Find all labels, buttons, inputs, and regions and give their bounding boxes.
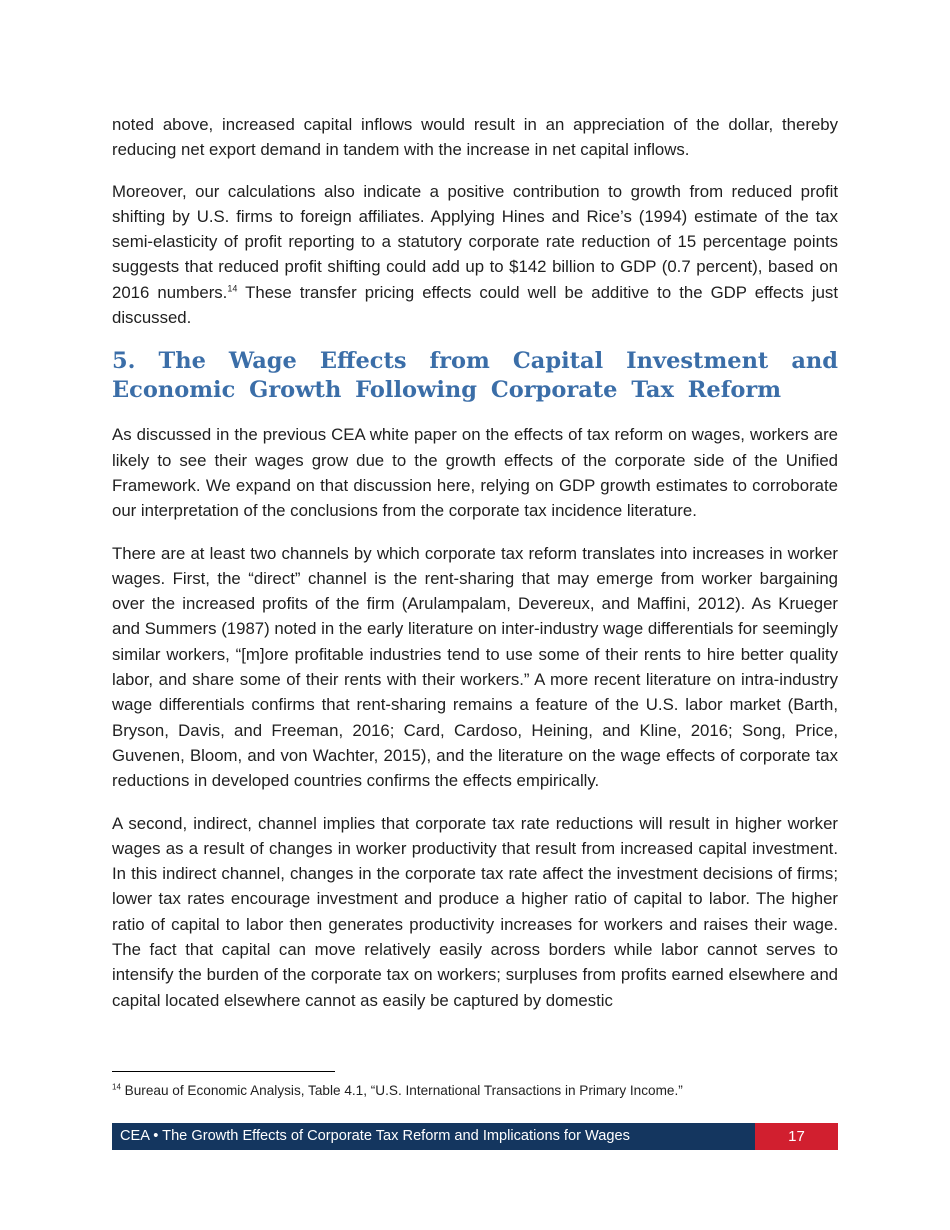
paragraph-2 [112,179,838,331]
footnote-marker: 14 [112,1082,121,1092]
footer-title: CEA • The Growth Effects of Corporate Tax Reform and Implications for Wages [120,1128,630,1144]
paragraph-2-text-a: Moreover, our calculations also indicate a positive contribution to growth from reduced profit shifting by U.S. firms to foreign affiliates. Applying Hines and Rice’s (1994) estimate of the tax semi-elasticity of profit reporting to a statutory corporate rate reduction of 15 percentage points suggests that reduced profit shifting could add up to $142 billion to GDP (0.7 percent), based on 2016 numbers. [112,181,838,302]
paragraph-2-text-b: These transfer pricing effects could well be additive to the GDP effects just discussed. [112,282,838,328]
footer-bar [112,1123,755,1150]
paragraph-4: There are at least two channels by which corporate tax reform translates into increases in worker wages. First, the “direct” channel is the rent-sharing that may emerge from worker bargaining over the increased profits of the firm (Arulampalam, Devereux, and Maffini, 2012). As Krueger and Summers (1987) noted in the early literature on inter-industry wage differentials for seemingly similar workers, “[m]ore profitable industries tend to use some of their rents to hire better quality labor, and share some of their rents with their workers.” A more recent literature on intra-industry wage differentials confirms that rent-sharing remains a feature of the U.S. labor market (Barth, Bryson, Davis, and Freeman, 2016; Card, Cardoso, Heining, and Kline, 2016; Song, Price, Guvenen, Bloom, and von Wachter, 2015), and the literature on the wage effects of corporate tax reductions in developed countries confirms the effects empirically. [112,543,838,791]
body-text [112,112,838,1030]
footnote-text: Bureau of Economic Analysis, Table 4.1, “U.S. International Transactions in Primary Income.” [120,1083,683,1098]
page-number: 17 [755,1123,838,1150]
footnote [112,1081,838,1101]
paragraph-1: noted above, increased capital inflows would result in an appreciation of the dollar, thereby reducing net export demand in tandem with the increase in net capital inflows. [112,115,838,160]
section-heading: 5. The Wage Effects from Capital Investment and Economic Growth Following Corporate Tax Reform [112,348,838,404]
paragraph-3: As discussed in the previous CEA white paper on the effects of tax reform on wages, workers are likely to see their wages grow due to the growth effects of the corporate side of the Unified Framework. We expand on that discussion here, relying on GDP growth estimates to corroborate our interpretation of the conclusions from the corporate tax incidence literature. [112,425,838,521]
paragraph-5: A second, indirect, channel implies that corporate tax rate reductions will result in higher worker wages as a result of changes in worker productivity that result from increased capital investment. In this indirect channel, changes in the corporate tax rate affect the investment decisions of firms; lower tax rates encourage investment and produce a higher ratio of capital to labor. The higher ratio of capital to labor then generates productivity increases for workers and raises their wage. The fact that capital can move relatively easily across borders while labor cannot serves to intensify the burden of the corporate tax on workers; surpluses from profits earned elsewhere and capital located elsewhere cannot as easily be captured by domestic [112,813,838,1010]
footnote-divider [112,1071,335,1072]
footnote-reference-14[interactable]: 14 [227,283,238,294]
